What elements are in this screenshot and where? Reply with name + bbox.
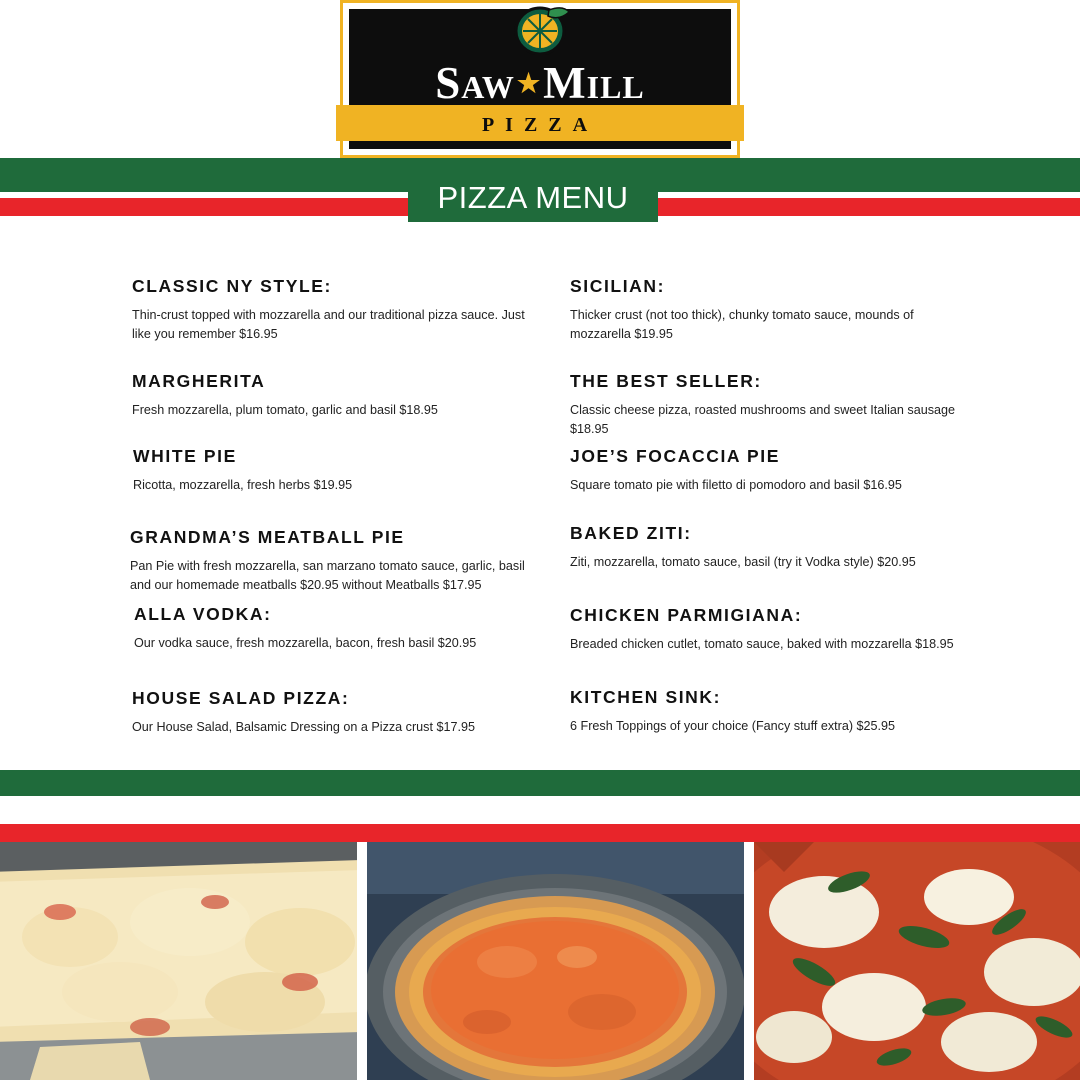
- menu-item-description: Pan Pie with fresh mozzarella, san marzano tomato sauce, garlic, basil and our homemade meatballs $20.95 without Meatballs $17.95: [130, 559, 525, 592]
- menu-item-name: HOUSE SALAD PIZZA:: [132, 688, 350, 708]
- menu-item: [132, 276, 532, 344]
- menu-item: [570, 687, 895, 736]
- logo-word-mill: Mill: [543, 58, 645, 108]
- menu-item: [570, 371, 970, 439]
- menu-item-description: 6 Fresh Toppings of your choice (Fancy stuff extra) $25.95: [570, 719, 896, 733]
- logo-subtitle: PIZZA: [481, 114, 599, 136]
- logo-star-icon: ★: [516, 69, 542, 98]
- menu-item: [570, 523, 916, 572]
- restaurant-logo: [340, 0, 740, 158]
- menu-item: [132, 371, 438, 420]
- menu-item-description: Our vodka sauce, fresh mozzarella, bacon, fresh basil $20.95: [134, 636, 477, 650]
- menu-item-description: Thicker crust (not too thick), chunky tomato sauce, mounds of mozzarella $19.95: [570, 308, 914, 341]
- menu-item-name: CLASSIC NY STYLE:: [132, 276, 332, 296]
- menu-item: [130, 527, 530, 595]
- menu-item: [570, 605, 954, 654]
- pizza-photo-sicilian: [0, 842, 357, 1080]
- pizza-photo-round-cheese: [367, 842, 744, 1080]
- menu-item: [134, 604, 476, 653]
- menu-item-name: GRANDMA’S MEATBALL PIE: [130, 527, 405, 547]
- lemon-slice-icon: [507, 5, 573, 55]
- pizza-photo-margherita: [754, 842, 1080, 1080]
- menu-item: [133, 446, 352, 495]
- menu-item: [570, 276, 970, 344]
- menu-item-description: Thin-crust topped with mozzarella and our traditional pizza sauce. Just like you remember $16.95: [132, 308, 525, 341]
- menu-item-name: BAKED ZITI:: [570, 523, 692, 543]
- menu-item-description: Our House Salad, Balsamic Dressing on a Pizza crust $17.95: [132, 720, 475, 734]
- menu-item-name: ALLA VODKA:: [134, 604, 272, 624]
- menu-body: [0, 258, 1080, 763]
- menu-item-description: Classic cheese pizza, roasted mushrooms and sweet Italian sausage $18.95: [570, 403, 956, 436]
- menu-item-description: Breaded chicken cutlet, tomato sauce, baked with mozzarella $18.95: [570, 637, 954, 651]
- menu-item-name: JOE’S FOCACCIA PIE: [570, 446, 780, 466]
- logo-wordmark: [343, 55, 737, 112]
- menu-item-name: THE BEST SELLER:: [570, 371, 762, 391]
- menu-item-name: CHICKEN PARMIGIANA:: [570, 605, 803, 625]
- red-divider-bottom: [0, 824, 1080, 842]
- menu-item-name: WHITE PIE: [133, 446, 237, 466]
- photo-strip: [0, 842, 1080, 1080]
- menu-item-description: Fresh mozzarella, plum tomato, garlic and basil $18.95: [132, 403, 438, 417]
- menu-item-name: SICILIAN:: [570, 276, 666, 296]
- menu-item-name: MARGHERITA: [132, 371, 266, 391]
- menu-item-description: Square tomato pie with filetto di pomodoro and basil $16.95: [570, 478, 902, 492]
- page-title: PIZZA MENU: [408, 173, 658, 222]
- menu-item: [570, 446, 902, 495]
- green-divider-bottom: [0, 770, 1080, 796]
- menu-item-description: Ziti, mozzarella, tomato sauce, basil (try it Vodka style) $20.95: [570, 555, 916, 569]
- menu-item-description: Ricotta, mozzarella, fresh herbs $19.95: [133, 478, 353, 492]
- menu-item: [132, 688, 475, 737]
- menu-item-name: KITCHEN SINK:: [570, 687, 722, 707]
- logo-word-saw: Saw: [435, 58, 515, 108]
